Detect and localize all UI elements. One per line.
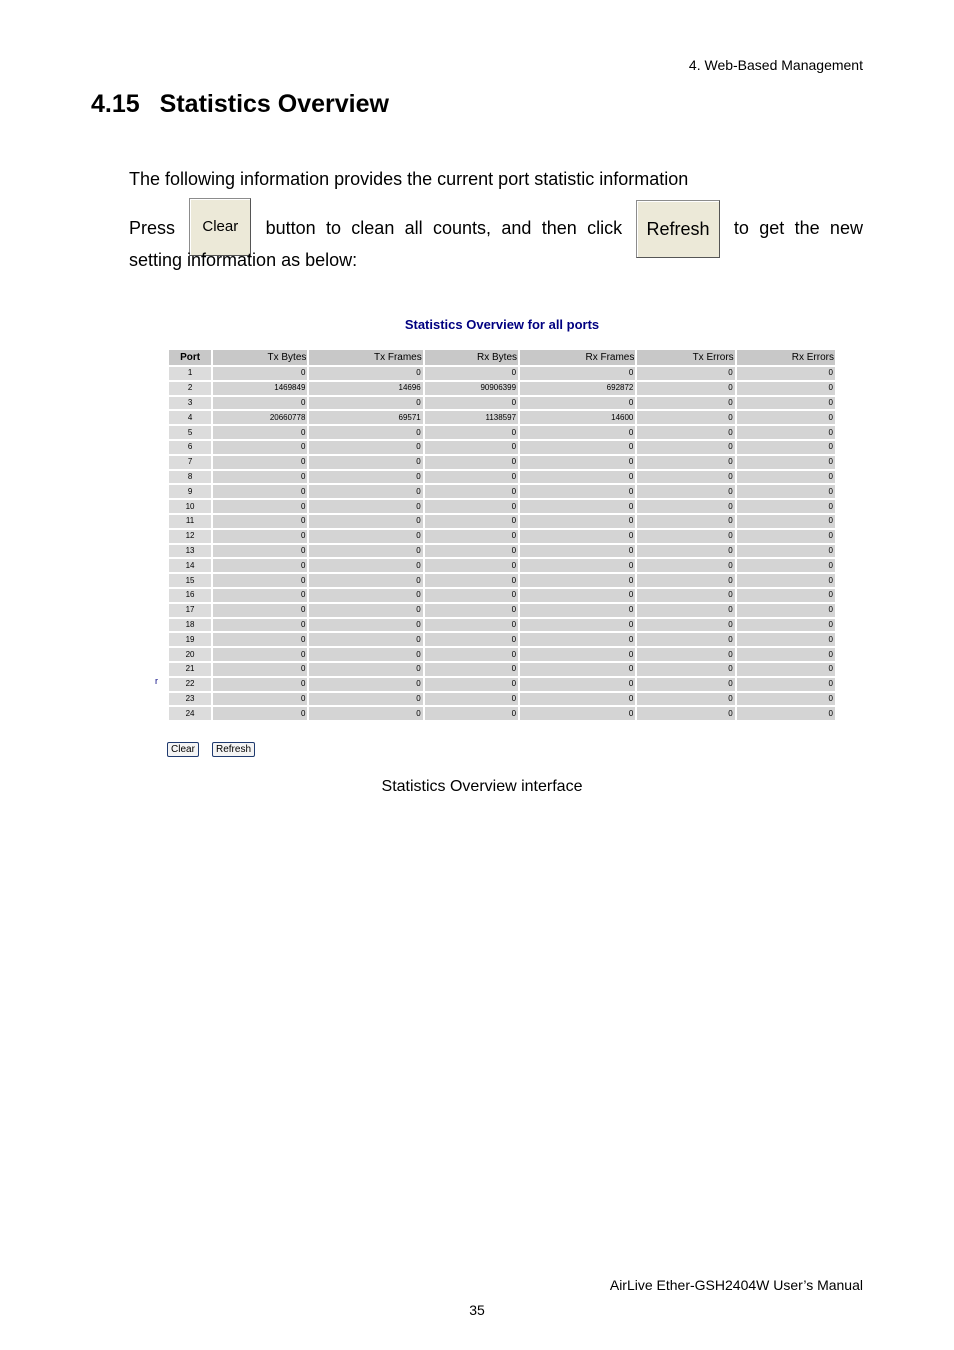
cell-rx-frames: 0: [520, 530, 635, 543]
cell-tx-bytes: 20660778: [213, 411, 307, 424]
cell-rx-frames: 0: [520, 545, 635, 558]
cell-port: 4: [169, 411, 211, 424]
cell-rx-frames: 0: [520, 663, 635, 676]
cell-rx-errors: 0: [737, 515, 835, 528]
cell-tx-frames: 0: [309, 663, 422, 676]
cell-rx-errors: 0: [737, 426, 835, 439]
cell-tx-bytes: 0: [213, 604, 307, 617]
cell-port: 2: [169, 382, 211, 395]
cell-port: 19: [169, 633, 211, 646]
cell-port: 8: [169, 471, 211, 484]
cell-tx-bytes: 0: [213, 456, 307, 469]
cell-rx-errors: 0: [737, 678, 835, 691]
table-row: [169, 545, 835, 558]
cell-tx-errors: 0: [637, 545, 734, 558]
table-row: [169, 619, 835, 632]
cell-tx-bytes: 0: [213, 693, 307, 706]
intro-line: The following information provides the current port statistic information: [129, 169, 689, 189]
cell-port: 20: [169, 648, 211, 661]
cell-tx-bytes: 0: [213, 530, 307, 543]
cell-rx-errors: 0: [737, 589, 835, 602]
figure-caption: Statistics Overview interface: [381, 778, 583, 795]
table-row: [169, 633, 835, 646]
cell-tx-bytes: 0: [213, 589, 307, 602]
cell-port: 6: [169, 441, 211, 454]
cell-tx-errors: 0: [637, 485, 734, 498]
cell-tx-bytes: 0: [213, 678, 307, 691]
cell-rx-errors: 0: [737, 633, 835, 646]
cell-rx-bytes: 0: [425, 693, 518, 706]
cell-tx-errors: 0: [637, 500, 734, 513]
cell-tx-errors: 0: [637, 707, 734, 720]
cell-rx-frames: 0: [520, 559, 635, 572]
page-number: 35: [469, 1302, 485, 1318]
cell-tx-bytes: 0: [213, 663, 307, 676]
cell-port: 17: [169, 604, 211, 617]
cell-rx-bytes: 0: [425, 559, 518, 572]
cell-tx-bytes: 0: [213, 500, 307, 513]
table-row: [169, 367, 835, 380]
table-row: [169, 604, 835, 617]
refresh-button-illustration: Refresh: [636, 200, 719, 258]
cell-port: 10: [169, 500, 211, 513]
statistics-panel-title: Statistics Overview for all ports: [404, 317, 600, 332]
cell-tx-frames: 0: [309, 693, 422, 706]
cell-rx-frames: 0: [520, 707, 635, 720]
column-header-tx-bytes: Tx Bytes: [213, 350, 307, 365]
cell-tx-bytes: 0: [213, 441, 307, 454]
cell-tx-errors: 0: [637, 574, 734, 587]
cell-tx-errors: 0: [637, 382, 734, 395]
cell-tx-bytes: 0: [213, 426, 307, 439]
cell-rx-bytes: 0: [425, 500, 518, 513]
cell-tx-frames: 0: [309, 530, 422, 543]
cell-rx-bytes: 0: [425, 574, 518, 587]
table-row: [169, 574, 835, 587]
cell-tx-bytes: 1469849: [213, 382, 307, 395]
cell-port: 5: [169, 426, 211, 439]
refresh-button[interactable]: Refresh: [212, 742, 255, 757]
cell-rx-bytes: 0: [425, 633, 518, 646]
cell-rx-errors: 0: [737, 471, 835, 484]
column-header-rx-errors: Rx Errors: [737, 350, 835, 365]
cell-tx-errors: 0: [637, 426, 734, 439]
cell-tx-frames: 0: [309, 441, 422, 454]
table-row: [169, 663, 835, 676]
cell-rx-errors: 0: [737, 619, 835, 632]
cell-rx-bytes: 0: [425, 441, 518, 454]
table-row: [169, 515, 835, 528]
cell-tx-errors: 0: [637, 397, 734, 410]
cell-tx-errors: 0: [637, 619, 734, 632]
cell-port: 15: [169, 574, 211, 587]
section-title-text: Statistics Overview: [159, 90, 389, 118]
cell-tx-errors: 0: [637, 559, 734, 572]
cell-tx-bytes: 0: [213, 515, 307, 528]
cell-rx-bytes: 0: [425, 367, 518, 380]
cell-rx-bytes: 0: [425, 707, 518, 720]
cell-tx-errors: 0: [637, 663, 734, 676]
cell-rx-errors: 0: [737, 485, 835, 498]
cell-tx-frames: 0: [309, 574, 422, 587]
cell-port: 24: [169, 707, 211, 720]
cell-rx-frames: 14600: [520, 411, 635, 424]
cell-tx-errors: 0: [637, 367, 734, 380]
cell-rx-frames: 692872: [520, 382, 635, 395]
table-row: [169, 693, 835, 706]
column-header-rx-frames: Rx Frames: [520, 350, 635, 365]
cell-rx-frames: 0: [520, 456, 635, 469]
cell-tx-frames: 0: [309, 397, 422, 410]
instruction-middle-text: button to clean all counts, and then click: [265, 217, 623, 238]
cell-tx-frames: 0: [309, 633, 422, 646]
cell-rx-errors: 0: [737, 382, 835, 395]
cell-rx-frames: 0: [520, 633, 635, 646]
cell-rx-errors: 0: [737, 545, 835, 558]
table-row: [169, 589, 835, 602]
cell-port: 3: [169, 397, 211, 410]
cell-tx-errors: 0: [637, 693, 734, 706]
cell-tx-frames: 0: [309, 707, 422, 720]
cell-tx-bytes: 0: [213, 545, 307, 558]
cell-tx-bytes: 0: [213, 559, 307, 572]
stray-character: r: [155, 676, 158, 686]
cell-rx-bytes: 0: [425, 604, 518, 617]
cell-rx-bytes: 0: [425, 515, 518, 528]
instruction-continuation: setting information as below:: [129, 250, 358, 270]
cell-rx-frames: 0: [520, 648, 635, 661]
cell-rx-frames: 0: [520, 471, 635, 484]
cell-rx-errors: 0: [737, 604, 835, 617]
statistics-table-body: [169, 367, 835, 720]
cell-tx-errors: 0: [637, 411, 734, 424]
cell-rx-bytes: 0: [425, 545, 518, 558]
cell-tx-bytes: 0: [213, 633, 307, 646]
cell-rx-errors: 0: [737, 663, 835, 676]
table-row: [169, 530, 835, 543]
cell-tx-bytes: 0: [213, 485, 307, 498]
cell-rx-frames: 0: [520, 515, 635, 528]
cell-rx-bytes: 1138597: [425, 411, 518, 424]
cell-rx-frames: 0: [520, 604, 635, 617]
cell-rx-errors: 0: [737, 456, 835, 469]
cell-port: 14: [169, 559, 211, 572]
running-header: 4. Web-Based Management: [688, 57, 863, 73]
clear-button-illustration: Clear: [189, 198, 251, 256]
cell-rx-errors: 0: [737, 411, 835, 424]
cell-tx-errors: 0: [637, 456, 734, 469]
cell-tx-frames: 0: [309, 678, 422, 691]
cell-rx-errors: 0: [737, 441, 835, 454]
cell-tx-errors: 0: [637, 589, 734, 602]
cell-rx-bytes: 0: [425, 426, 518, 439]
cell-rx-frames: 0: [520, 367, 635, 380]
press-text: Press: [129, 217, 176, 238]
cell-tx-bytes: 0: [213, 619, 307, 632]
column-header-tx-errors: Tx Errors: [637, 350, 734, 365]
cell-rx-frames: 0: [520, 441, 635, 454]
cell-port: 16: [169, 589, 211, 602]
table-row: [169, 678, 835, 691]
cell-tx-errors: 0: [637, 633, 734, 646]
cell-port: 11: [169, 515, 211, 528]
cell-tx-bytes: 0: [213, 471, 307, 484]
cell-port: 21: [169, 663, 211, 676]
cell-rx-errors: 0: [737, 530, 835, 543]
column-header-tx-frames: Tx Frames: [309, 350, 422, 365]
cell-rx-frames: 0: [520, 574, 635, 587]
cell-tx-frames: 0: [309, 648, 422, 661]
cell-rx-frames: 0: [520, 619, 635, 632]
cell-rx-bytes: 0: [425, 456, 518, 469]
cell-tx-errors: 0: [637, 678, 734, 691]
cell-port: 18: [169, 619, 211, 632]
cell-tx-frames: 0: [309, 545, 422, 558]
table-row: [169, 397, 835, 410]
footer-manual-title: AirLive Ether-GSH2404W User’s Manual: [609, 1277, 863, 1293]
column-header-port: Port: [169, 350, 211, 365]
table-header-row: [169, 350, 835, 365]
cell-tx-frames: 0: [309, 619, 422, 632]
cell-port: 22: [169, 678, 211, 691]
cell-rx-frames: 0: [520, 678, 635, 691]
cell-rx-errors: 0: [737, 559, 835, 572]
table-row: [169, 500, 835, 513]
cell-rx-bytes: 0: [425, 397, 518, 410]
cell-tx-frames: 0: [309, 367, 422, 380]
cell-rx-errors: 0: [737, 397, 835, 410]
cell-rx-bytes: 0: [425, 648, 518, 661]
cell-rx-bytes: 0: [425, 589, 518, 602]
cell-port: 7: [169, 456, 211, 469]
cell-rx-errors: 0: [737, 648, 835, 661]
cell-tx-frames: 0: [309, 559, 422, 572]
cell-rx-bytes: 0: [425, 678, 518, 691]
column-header-rx-bytes: Rx Bytes: [425, 350, 518, 365]
cell-rx-errors: 0: [737, 574, 835, 587]
cell-tx-frames: 0: [309, 589, 422, 602]
cell-tx-frames: 0: [309, 456, 422, 469]
cell-tx-bytes: 0: [213, 397, 307, 410]
cell-tx-errors: 0: [637, 441, 734, 454]
statistics-table: [167, 348, 837, 722]
cell-port: 13: [169, 545, 211, 558]
cell-tx-frames: 0: [309, 515, 422, 528]
cell-tx-frames: 0: [309, 500, 422, 513]
cell-tx-bytes: 0: [213, 367, 307, 380]
cell-tx-bytes: 0: [213, 574, 307, 587]
cell-rx-frames: 0: [520, 485, 635, 498]
section-number: 4.15: [91, 90, 140, 118]
cell-rx-frames: 0: [520, 397, 635, 410]
table-row: [169, 426, 835, 439]
cell-tx-frames: 0: [309, 604, 422, 617]
cell-port: 12: [169, 530, 211, 543]
cell-rx-bytes: 0: [425, 619, 518, 632]
table-row: [169, 441, 835, 454]
cell-rx-bytes: 90906399: [425, 382, 518, 395]
table-row: [169, 456, 835, 469]
cell-rx-bytes: 0: [425, 471, 518, 484]
cell-rx-frames: 0: [520, 693, 635, 706]
table-row: [169, 485, 835, 498]
cell-tx-errors: 0: [637, 604, 734, 617]
table-row: [169, 382, 835, 395]
cell-tx-frames: 14696: [309, 382, 422, 395]
cell-rx-frames: 0: [520, 500, 635, 513]
cell-rx-errors: 0: [737, 707, 835, 720]
cell-rx-frames: 0: [520, 426, 635, 439]
cell-tx-bytes: 0: [213, 707, 307, 720]
cell-rx-errors: 0: [737, 367, 835, 380]
cell-tx-errors: 0: [637, 530, 734, 543]
cell-tx-frames: 0: [309, 426, 422, 439]
cell-rx-frames: 0: [520, 589, 635, 602]
cell-tx-bytes: 0: [213, 648, 307, 661]
cell-rx-errors: 0: [737, 500, 835, 513]
cell-port: 9: [169, 485, 211, 498]
cell-tx-frames: 0: [309, 485, 422, 498]
table-row: [169, 411, 835, 424]
cell-tx-frames: 69571: [309, 411, 422, 424]
section-title: [91, 90, 389, 119]
cell-tx-frames: 0: [309, 471, 422, 484]
cell-tx-errors: 0: [637, 471, 734, 484]
instruction-end-text: to get the new: [733, 217, 863, 238]
table-row: [169, 559, 835, 572]
cell-tx-errors: 0: [637, 515, 734, 528]
cell-tx-errors: 0: [637, 648, 734, 661]
table-row: [169, 707, 835, 720]
cell-port: 23: [169, 693, 211, 706]
table-row: [169, 648, 835, 661]
cell-port: 1: [169, 367, 211, 380]
cell-rx-errors: 0: [737, 693, 835, 706]
cell-rx-bytes: 0: [425, 485, 518, 498]
table-row: [169, 471, 835, 484]
clear-button[interactable]: Clear: [167, 742, 199, 757]
cell-rx-bytes: 0: [425, 663, 518, 676]
cell-rx-bytes: 0: [425, 530, 518, 543]
